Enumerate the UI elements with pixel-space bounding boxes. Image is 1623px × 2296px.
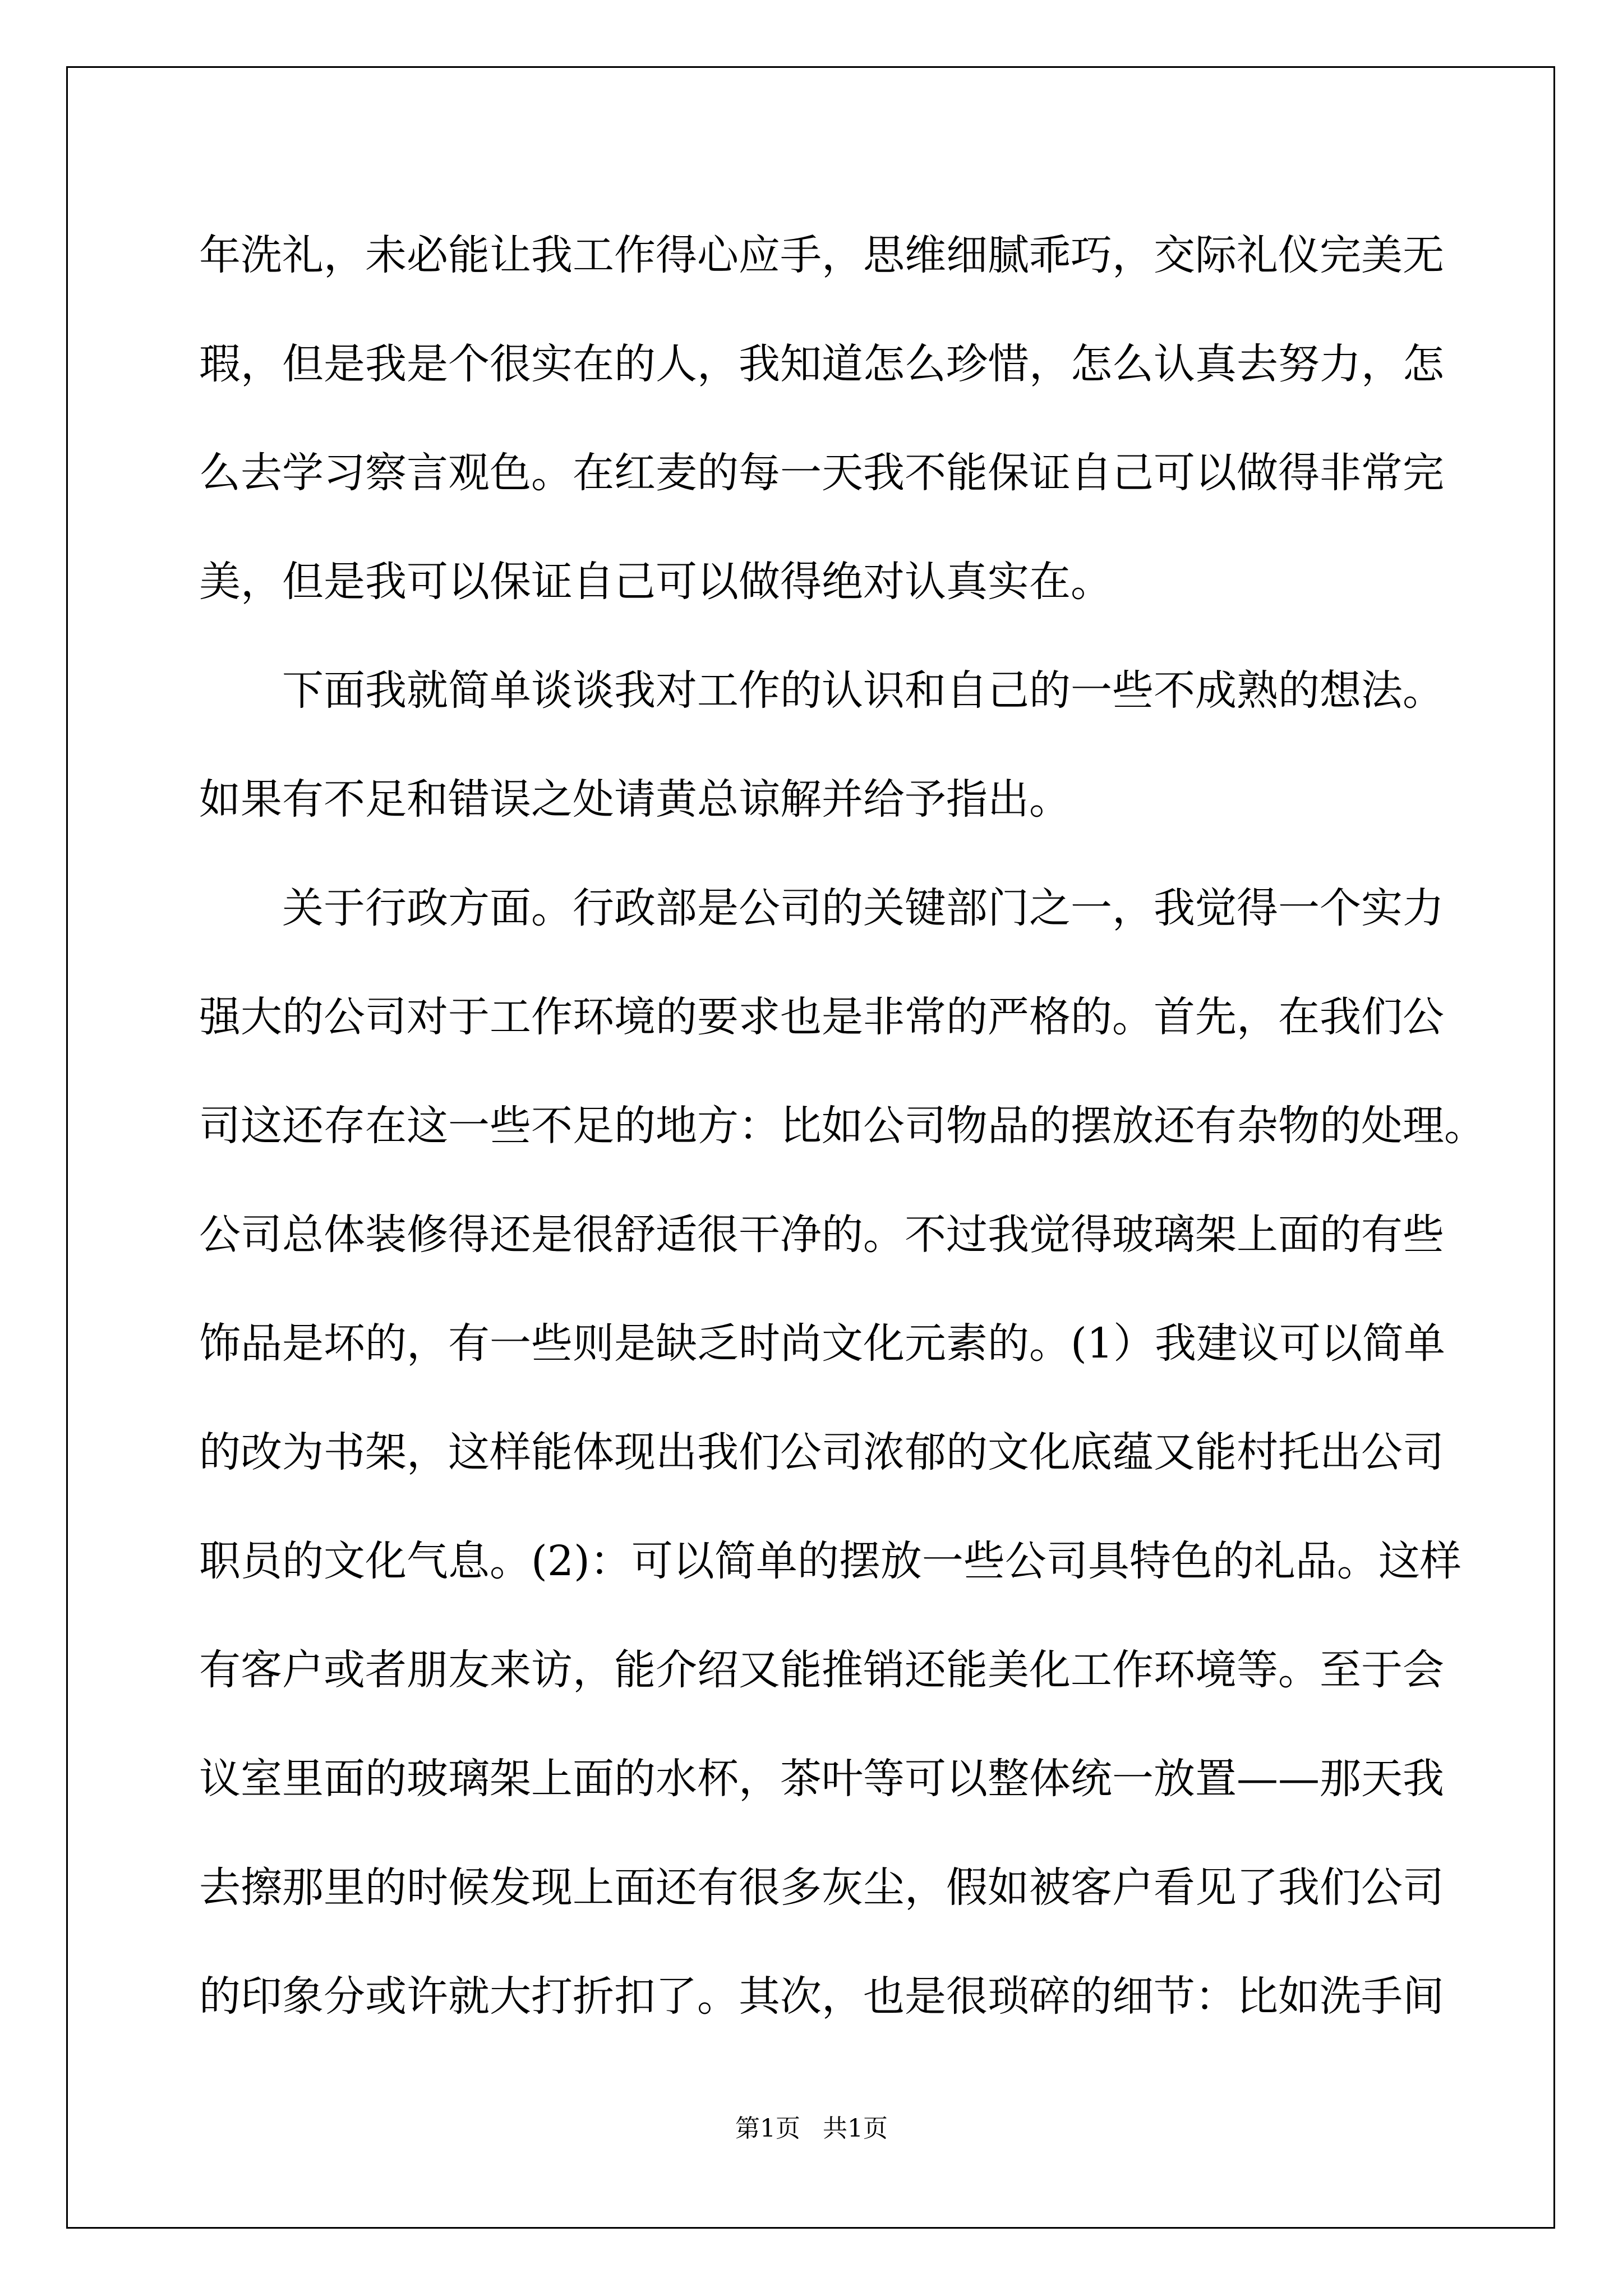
- text-line: 瑕，但是我是个很实在的人，我知道怎么珍惜，怎么认真去努力，怎: [199, 340, 1444, 388]
- text-line: 年洗礼，未必能让我工作得心应手，思维细腻乖巧，交际礼仪完美无: [199, 231, 1444, 279]
- text-line: 公司总体装修得还是很舒适很干净的。不过我觉得玻璃架上面的有些: [199, 1211, 1444, 1259]
- text-line: 下面我就简单谈谈我对工作的认识和自己的一些不成熟的想法。: [282, 666, 1444, 715]
- document-body: [199, 201, 1486, 2051]
- text-line: 的改为书架，这样能体现出我们公司浓郁的文化底蕴又能村托出公司: [199, 1428, 1444, 1476]
- text-line: 去擦那里的时候发现上面还有很多灰尘，假如被客户看见了我们公司: [199, 1864, 1444, 1912]
- text-line: 饰品是坏的，有一些则是缺乏时尚文化元素的。(1）我建议可以简单: [199, 1319, 1445, 1368]
- page-number-total: 共1页: [823, 2114, 888, 2143]
- page-footer: [0, 2112, 1623, 2146]
- text-line: 的印象分或许就大打折扣了。其次，也是很琐碎的细节：比如洗手间: [199, 1972, 1444, 2021]
- text-line: 美，但是我可以保证自己可以做得绝对认真实在。: [199, 558, 1112, 606]
- text-line: 有客户或者朋友来访，能介绍又能推销还能美化工作环境等。至于会: [199, 1646, 1444, 1694]
- text-line: 司这还存在这一些不足的地方：比如公司物品的摆放还有杂物的处理。: [199, 1102, 1486, 1150]
- text-line: 议室里面的玻璃架上面的水杯，茶叶等可以整体统一放置——那天我: [199, 1755, 1444, 1803]
- text-line: 职员的文化气息。(2)：可以简单的摆放一些公司具特色的礼品。这样: [199, 1537, 1461, 1585]
- text-line: 关于行政方面。行政部是公司的关键部门之一，我觉得一个实力: [282, 884, 1444, 932]
- text-line: 么去学习察言观色。在红麦的每一天我不能保证自己可以做得非常完: [199, 449, 1444, 497]
- text-line: 强大的公司对于工作环境的要求也是非常的严格的。首先，在我们公: [199, 993, 1444, 1041]
- text-line: 如果有不足和错误之处请黄总谅解并给予指出。: [199, 775, 1071, 823]
- page-number-current: 第1页: [735, 2114, 800, 2143]
